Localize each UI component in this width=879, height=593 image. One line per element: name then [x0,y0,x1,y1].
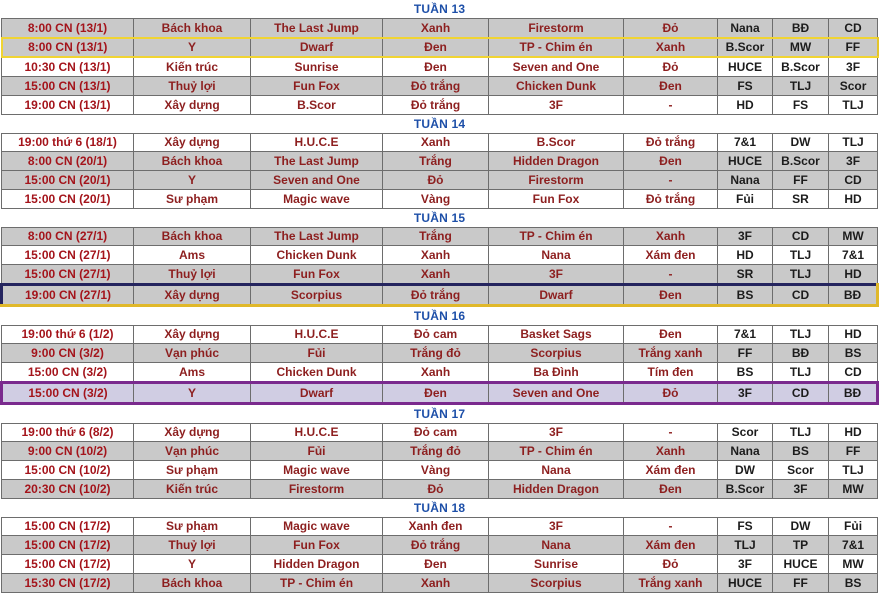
match-shirt-2: Xanh [624,38,718,58]
match-ref-3: TLJ [829,461,878,480]
week-title: TUẦN 13 [2,0,878,18]
match-shirt-2: Xám đen [624,536,718,555]
match-team-1: The Last Jump [251,152,383,171]
match-ref-2: CD [773,284,829,305]
match-team-1: Dwarf [251,382,383,403]
match-ref-1: HUCE [718,57,773,76]
match-shirt-1: Xanh đen [383,517,489,536]
match-ref-1: 3F [718,382,773,403]
match-team-2: Scorpius [489,573,624,592]
match-team-1: Seven and One [251,171,383,190]
match-shirt-2: Đỏ [624,18,718,37]
match-venue: Bách khoa [134,573,251,592]
match-team-2: 3F [489,265,624,285]
match-time: 19:00 thứ 6 (1/2) [2,325,134,344]
match-team-1: H.U.C.E [251,423,383,442]
match-ref-2: TLJ [773,423,829,442]
match-shirt-2: Tím đen [624,363,718,383]
match-shirt-1: Xanh [383,18,489,37]
match-shirt-1: Đỏ cam [383,325,489,344]
match-ref-2: 3F [773,479,829,498]
match-venue: Y [134,555,251,574]
match-shirt-2: Trắng xanh [624,344,718,363]
match-row [2,227,878,246]
match-shirt-2: - [624,265,718,285]
match-ref-1: B.Scor [718,479,773,498]
week-title: TUẦN 15 [2,208,878,227]
match-ref-1: SR [718,265,773,285]
match-ref-1: B.Scor [718,38,773,58]
match-row [2,95,878,114]
match-ref-1: Fủi [718,189,773,208]
match-ref-3: BS [829,344,878,363]
match-team-1: Chicken Dunk [251,363,383,383]
match-row [2,284,878,305]
match-time: 15:00 CN (20/1) [2,189,134,208]
match-row [2,133,878,152]
match-shirt-2: Đỏ [624,382,718,403]
match-ref-3: FF [829,442,878,461]
match-team-1: Fủi [251,344,383,363]
match-venue: Xây dựng [134,95,251,114]
match-venue: Sư phạm [134,189,251,208]
match-venue: Y [134,382,251,403]
match-ref-1: TLJ [718,536,773,555]
match-venue: Y [134,171,251,190]
match-ref-2: SR [773,189,829,208]
match-time: 19:00 CN (27/1) [2,284,134,305]
match-venue: Vạn phúc [134,344,251,363]
match-row [2,461,878,480]
match-time: 10:30 CN (13/1) [2,57,134,76]
match-row [2,246,878,265]
week-title: TUẦN 14 [2,114,878,133]
match-shirt-1: Đen [383,38,489,58]
match-venue: Y [134,38,251,58]
match-venue: Kiến trúc [134,57,251,76]
match-team-2: 3F [489,423,624,442]
match-ref-2: BĐ [773,18,829,37]
match-team-1: The Last Jump [251,18,383,37]
match-time: 20:30 CN (10/2) [2,479,134,498]
match-ref-3: MW [829,227,878,246]
match-shirt-1: Đỏ [383,171,489,190]
match-venue: Sư phạm [134,517,251,536]
match-shirt-1: Đen [383,382,489,403]
match-shirt-1: Trắng đỏ [383,442,489,461]
match-team-2: Nana [489,536,624,555]
match-team-2: Firestorm [489,171,624,190]
match-team-1: Hidden Dragon [251,555,383,574]
match-ref-2: TLJ [773,325,829,344]
match-shirt-1: Đỏ trắng [383,536,489,555]
match-shirt-1: Đỏ [383,479,489,498]
match-shirt-1: Xanh [383,363,489,383]
match-shirt-1: Xanh [383,265,489,285]
match-row [2,479,878,498]
match-ref-2: DW [773,133,829,152]
match-time: 15:30 CN (17/2) [2,573,134,592]
match-team-1: TP - Chim én [251,573,383,592]
match-shirt-1: Đỏ trắng [383,284,489,305]
match-ref-2: CD [773,227,829,246]
match-shirt-2: Đen [624,479,718,498]
match-ref-1: DW [718,461,773,480]
match-row [2,38,878,58]
match-row [2,555,878,574]
match-venue: Thuỷ lợi [134,77,251,96]
match-row [2,189,878,208]
match-row [2,382,878,403]
match-ref-2: BĐ [773,344,829,363]
match-ref-2: B.Scor [773,57,829,76]
match-ref-3: BS [829,573,878,592]
match-venue: Bách khoa [134,152,251,171]
match-team-1: Firestorm [251,479,383,498]
match-row [2,325,878,344]
match-time: 15:00 CN (17/2) [2,555,134,574]
match-ref-1: 3F [718,227,773,246]
match-time: 9:00 CN (10/2) [2,442,134,461]
match-ref-1: 7&1 [718,133,773,152]
match-ref-1: 3F [718,555,773,574]
match-shirt-2: Đỏ trắng [624,189,718,208]
match-ref-3: MW [829,479,878,498]
match-ref-2: TLJ [773,265,829,285]
match-time: 15:00 CN (10/2) [2,461,134,480]
match-ref-3: Fủi [829,517,878,536]
match-venue: Xây dựng [134,325,251,344]
match-shirt-2: Trắng xanh [624,573,718,592]
match-ref-2: TLJ [773,246,829,265]
match-time: 8:00 CN (13/1) [2,18,134,37]
match-time: 8:00 CN (20/1) [2,152,134,171]
match-shirt-2: Đen [624,77,718,96]
match-team-1: H.U.C.E [251,133,383,152]
match-team-1: Fun Fox [251,536,383,555]
match-team-2: 3F [489,517,624,536]
match-time: 15:00 CN (17/2) [2,517,134,536]
match-row [2,573,878,592]
match-shirt-1: Đỏ trắng [383,77,489,96]
match-ref-1: HD [718,246,773,265]
match-shirt-2: Đỏ [624,57,718,76]
match-ref-2: Scor [773,461,829,480]
match-team-2: Dwarf [489,284,624,305]
match-team-2: TP - Chim én [489,227,624,246]
match-ref-2: TP [773,536,829,555]
match-team-1: Dwarf [251,38,383,58]
match-venue: Xây dựng [134,133,251,152]
match-ref-1: HD [718,95,773,114]
match-team-2: Chicken Dunk [489,77,624,96]
match-team-2: TP - Chim én [489,442,624,461]
match-time: 15:00 CN (27/1) [2,246,134,265]
match-team-1: B.Scor [251,95,383,114]
match-row [2,517,878,536]
match-team-1: Fun Fox [251,265,383,285]
week-heading-row [2,498,878,517]
match-row [2,171,878,190]
match-team-2: TP - Chim én [489,38,624,58]
match-shirt-1: Trắng [383,152,489,171]
match-ref-3: FF [829,38,878,58]
match-ref-2: B.Scor [773,152,829,171]
match-venue: Vạn phúc [134,442,251,461]
match-ref-3: HD [829,189,878,208]
match-time: 15:00 CN (20/1) [2,171,134,190]
match-shirt-2: Đen [624,152,718,171]
match-ref-3: 3F [829,152,878,171]
match-team-2: Hidden Dragon [489,479,624,498]
match-venue: Ams [134,246,251,265]
match-time: 8:00 CN (13/1) [2,38,134,58]
match-shirt-1: Trắng đỏ [383,344,489,363]
match-ref-1: FS [718,77,773,96]
match-ref-2: FF [773,171,829,190]
week-heading-row [2,114,878,133]
match-ref-3: BĐ [829,284,878,305]
match-team-2: Scorpius [489,344,624,363]
match-shirt-2: Đen [624,325,718,344]
match-time: 15:00 CN (17/2) [2,536,134,555]
match-ref-3: CD [829,363,878,383]
week-heading-row [2,403,878,423]
match-shirt-1: Vàng [383,189,489,208]
match-team-1: Scorpius [251,284,383,305]
match-ref-3: BĐ [829,382,878,403]
match-ref-3: TLJ [829,95,878,114]
match-venue: Thuỷ lợi [134,536,251,555]
match-team-2: Nana [489,246,624,265]
match-row [2,423,878,442]
match-ref-3: CD [829,18,878,37]
match-time: 8:00 CN (27/1) [2,227,134,246]
match-shirt-2: - [624,517,718,536]
match-venue: Ams [134,363,251,383]
match-row [2,265,878,285]
match-shirt-1: Đen [383,555,489,574]
match-team-2: Nana [489,461,624,480]
match-ref-3: TLJ [829,133,878,152]
match-team-1: Chicken Dunk [251,246,383,265]
match-team-1: Magic wave [251,461,383,480]
match-time: 9:00 CN (3/2) [2,344,134,363]
week-title: TUẦN 18 [2,498,878,517]
match-ref-1: BS [718,284,773,305]
match-shirt-1: Đỏ trắng [383,95,489,114]
match-time: 15:00 CN (3/2) [2,363,134,383]
match-shirt-1: Xanh [383,573,489,592]
match-row [2,152,878,171]
match-team-1: H.U.C.E [251,325,383,344]
match-shirt-2: - [624,171,718,190]
match-team-2: Sunrise [489,555,624,574]
match-team-1: Sunrise [251,57,383,76]
match-row [2,442,878,461]
match-ref-2: FF [773,573,829,592]
match-ref-2: HUCE [773,555,829,574]
match-shirt-1: Xanh [383,133,489,152]
match-time: 15:00 CN (3/2) [2,382,134,403]
match-venue: Sư phạm [134,461,251,480]
match-row [2,77,878,96]
match-shirt-2: Xám đen [624,461,718,480]
match-shirt-2: Xanh [624,442,718,461]
match-ref-1: HUCE [718,152,773,171]
week-heading-row [2,305,878,325]
match-shirt-1: Đỏ cam [383,423,489,442]
match-ref-2: MW [773,38,829,58]
match-time: 19:00 thứ 6 (18/1) [2,133,134,152]
match-shirt-1: Trắng [383,227,489,246]
match-ref-3: CD [829,171,878,190]
match-ref-3: 7&1 [829,536,878,555]
match-team-2: Basket Sags [489,325,624,344]
match-venue: Xây dựng [134,423,251,442]
match-team-1: Fủi [251,442,383,461]
match-ref-1: Scor [718,423,773,442]
match-team-1: Magic wave [251,517,383,536]
match-team-1: Magic wave [251,189,383,208]
match-ref-2: TLJ [773,77,829,96]
match-time: 15:00 CN (13/1) [2,77,134,96]
match-ref-2: DW [773,517,829,536]
match-row [2,344,878,363]
match-ref-1: HUCE [718,573,773,592]
match-ref-3: 7&1 [829,246,878,265]
match-shirt-2: - [624,423,718,442]
week-title: TUẦN 17 [2,403,878,423]
match-shirt-2: Đen [624,284,718,305]
match-shirt-1: Vàng [383,461,489,480]
schedule-body [2,0,878,592]
match-shirt-2: Đỏ trắng [624,133,718,152]
match-team-1: Fun Fox [251,77,383,96]
match-time: 19:00 thứ 6 (8/2) [2,423,134,442]
match-ref-1: 7&1 [718,325,773,344]
match-venue: Bách khoa [134,18,251,37]
match-ref-1: FF [718,344,773,363]
match-team-2: Fun Fox [489,189,624,208]
match-team-2: Firestorm [489,18,624,37]
match-team-1: The Last Jump [251,227,383,246]
match-time: 15:00 CN (27/1) [2,265,134,285]
match-ref-3: HD [829,423,878,442]
match-ref-1: Nana [718,171,773,190]
match-venue: Bách khoa [134,227,251,246]
match-shirt-1: Đen [383,57,489,76]
match-time: 19:00 CN (13/1) [2,95,134,114]
match-venue: Thuỷ lợi [134,265,251,285]
match-team-2: Ba Đình [489,363,624,383]
match-ref-3: HD [829,325,878,344]
week-heading-row [2,0,878,18]
match-ref-1: Nana [718,442,773,461]
match-ref-2: BS [773,442,829,461]
match-ref-1: BS [718,363,773,383]
match-shirt-2: Xanh [624,227,718,246]
match-ref-3: Scor [829,77,878,96]
match-team-2: B.Scor [489,133,624,152]
match-shirt-2: Xám đen [624,246,718,265]
match-team-2: Seven and One [489,57,624,76]
match-ref-3: MW [829,555,878,574]
match-team-2: Hidden Dragon [489,152,624,171]
match-team-2: Seven and One [489,382,624,403]
match-venue: Kiến trúc [134,479,251,498]
match-team-2: 3F [489,95,624,114]
match-ref-2: FS [773,95,829,114]
match-ref-1: FS [718,517,773,536]
match-ref-2: CD [773,382,829,403]
match-shirt-2: Đỏ [624,555,718,574]
match-row [2,18,878,37]
week-heading-row [2,208,878,227]
match-shirt-1: Xanh [383,246,489,265]
match-row [2,363,878,383]
week-title: TUẦN 16 [2,305,878,325]
match-shirt-2: - [624,95,718,114]
match-ref-3: 3F [829,57,878,76]
match-ref-2: TLJ [773,363,829,383]
match-ref-3: HD [829,265,878,285]
match-venue: Xây dựng [134,284,251,305]
match-row [2,57,878,76]
match-row [2,536,878,555]
match-ref-1: Nana [718,18,773,37]
